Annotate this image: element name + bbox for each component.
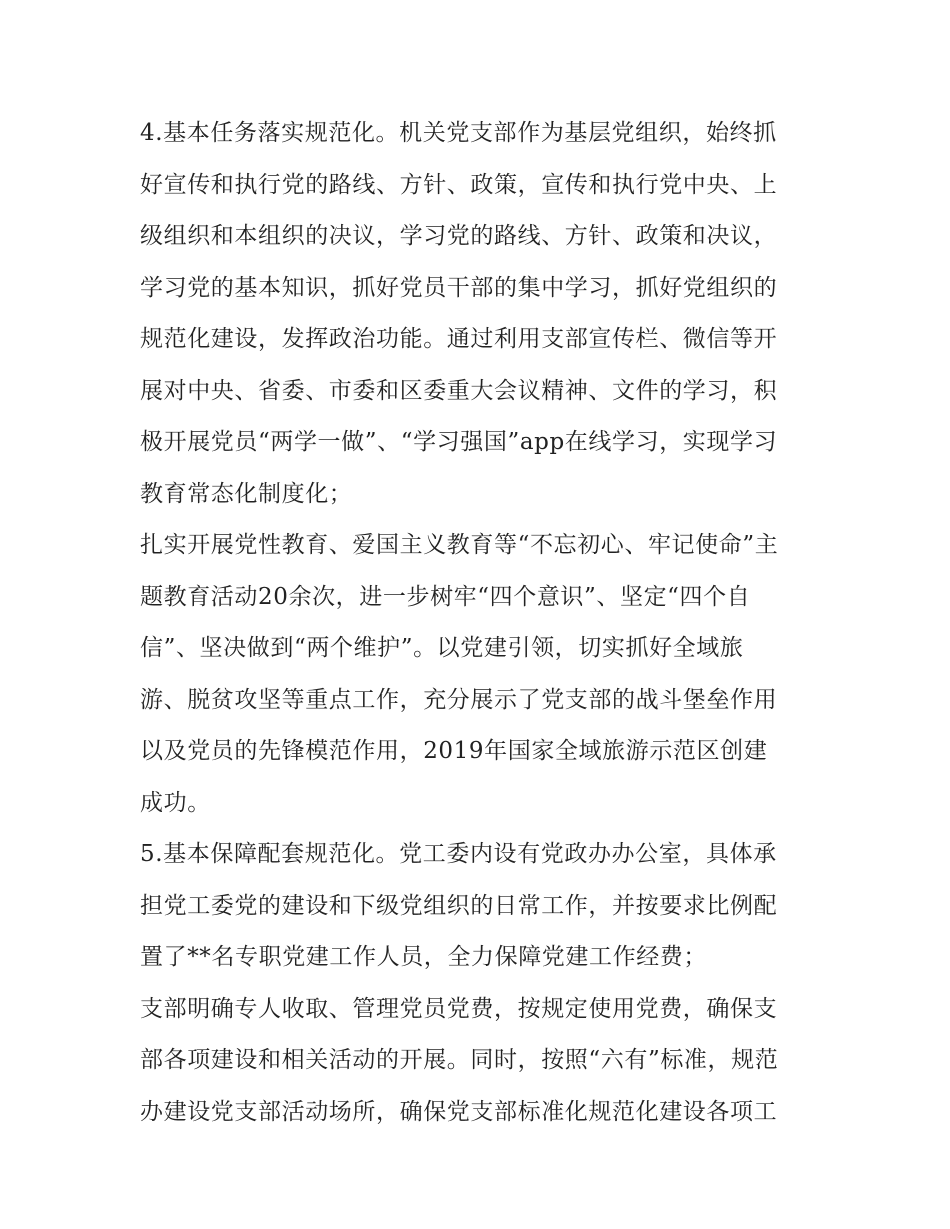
text-line: 教育常态化制度化； <box>140 480 353 507</box>
text-line: 极开展党员“两学一做”、“学习强国”app在线学习，实现学习 <box>140 429 778 455</box>
text-line: 5.基本保障配套规范化。党工委内设有党政办办公室，具体承 <box>140 841 777 867</box>
text-line: 以及党员的先锋模范作用，2019年国家全域旅游示范区创建 <box>140 738 768 764</box>
text-line: 置了**名专职党建工作人员，全力保障党建工作经费； <box>140 944 707 970</box>
text-line: 扎实开展党性教育、爱国主义教育等“不忘初心、牢记使命”主 <box>140 532 779 558</box>
text-line: 好宣传和执行党的路线、方针、政策，宣传和执行党中央、上 <box>140 171 778 198</box>
body-text <box>140 108 830 1138</box>
text-line: 成功。 <box>140 789 211 816</box>
text-line: 部各项建设和相关活动的开展。同时，按照“六有”标准，规范 <box>140 1047 779 1073</box>
text-line: 题教育活动20余次，进一步树牢“四个意识”、坚定“四个自 <box>140 583 751 610</box>
text-line: 支部明确专人收取、管理党员党费，按规定使用党费，确保支 <box>140 995 778 1022</box>
text-line: 担党工委党的建设和下级党组织的日常工作，并按要求比例配 <box>140 892 778 919</box>
text-line: 信”、坚决做到“两个维护”。以党建引领，切实抓好全域旅 <box>140 635 744 661</box>
text-line: 规范化建设，发挥政治功能。通过利用支部宣传栏、微信等开 <box>140 326 778 352</box>
text-line: 游、脱贫攻坚等重点工作，充分展示了党支部的战斗堡垒作用 <box>140 686 778 713</box>
text-line: 学习党的基本知识，抓好党员干部的集中学习，抓好党组织的 <box>140 274 778 301</box>
text-line: 办建设党支部活动场所，确保党支部标准化规范化建设各项工 <box>140 1098 778 1125</box>
text-line: 展对中央、省委、市委和区委重大会议精神、文件的学习，积 <box>140 377 778 404</box>
text-line: 4.基本任务落实规范化。机关党支部作为基层党组织，始终抓 <box>140 120 777 146</box>
text-line: 级组织和本组织的决议，学习党的路线、方针、政策和决议， <box>140 223 778 249</box>
